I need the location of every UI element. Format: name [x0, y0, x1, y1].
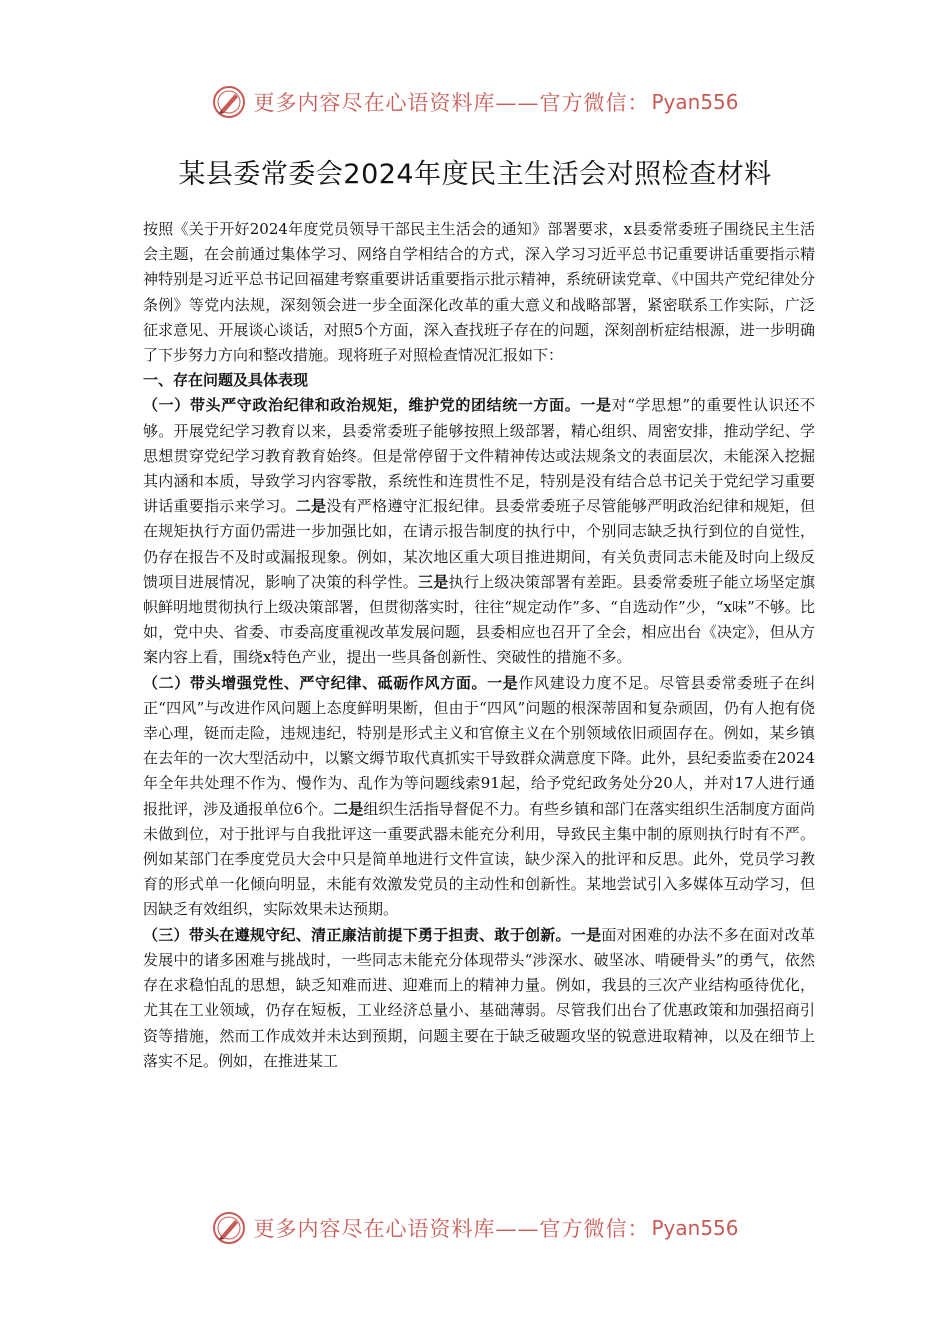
sub2-paragraph — [143, 671, 815, 923]
section1-heading: 一、存在问题及具体表现 — [143, 371, 309, 390]
sub2-heading: （二）带头增强党性、严守纪律、砥砺作风方面。 — [143, 673, 488, 692]
sub3-paragraph — [143, 923, 815, 1074]
banner-text: 更多内容尽在心语资料库——官方微信： — [253, 91, 650, 115]
pen-circle-logo-icon — [211, 84, 247, 120]
banner-wechat-id: Pyan556 — [651, 1216, 739, 1240]
header-banner — [0, 82, 950, 122]
sub1-text2: 没有严格遵守汇报纪律。县委常委班子尽管能够严明政治纪律和规矩，但在规矩执行方面仍需进一步加强比如，在请示报告制度的执行中，个别同志缺乏执行到位的自觉性，仍存在报告不及时或漏报现象。例如，某次地区重大项目推进期间，有关负责同志未能及时向上级反馈项目进展情况，影响了决策的科学性。 — [143, 497, 815, 591]
sub3-lead1: 一是 — [570, 925, 602, 944]
banner-wechat-id: Pyan556 — [651, 90, 739, 114]
sub1-lead3: 三是 — [418, 572, 449, 591]
sub2-lead2: 二是 — [333, 799, 364, 818]
pen-circle-logo-icon — [211, 1210, 247, 1246]
sub3-text1: 面对困难的办法不多在面对改革发展中的诸多困难与挑战时，一些同志未能充分体现带头“涉深水、破坚冰、啃硬骨头”的勇气，依然存在求稳怕乱的思想，缺乏知难而进、迎难而上的精神力量。例如，我县的三次产业结构亟待优化，尤其在工业领域，仍存在短板，工业经济总量小、基础薄弱。尽管我们出台了优惠政策和加强招商引资等措施，然而工作成效并未达到预期，问题主要在于缺乏破题攻坚的锐意进取精神，以及在细节上落实不足。例如，在推进某工 — [143, 925, 815, 1070]
sub3-heading: （三）带头在遵规守纪、清正廉洁前提下勇于担责、敢于创新。 — [143, 925, 571, 944]
sub1-heading: （一）带头严守政治纪律和政治规矩，维护党的团结统一方面。 — [143, 396, 581, 415]
document-body — [143, 217, 815, 1074]
footer-banner — [0, 1208, 950, 1248]
intro-paragraph: 按照《关于开好2024年度党员领导干部民主生活会的通知》部署要求，x县委常委班子围绕民主生活会主题，在会前通过集体学习、网络自学相结合的方式，深入学习习近平总书记重要讲话重要指示精神特别是习近平总书记回福建考察重要讲话重要指示批示精神，系统研读党章、《中国共产党纪律处分条例》等党内法规，深刻领会进一步全面深化改革的重大意义和战略部署，紧密联系工作实际，广泛征求意见、开展谈心谈话，对照5个方面，深入查找班子存在的问题，深刻剖析症结根源，进一步明确了下步努力方向和整改措施。现将班子对照检查情况汇报如下： — [143, 220, 815, 365]
section-heading — [143, 368, 815, 393]
sub2-lead1: 一是 — [487, 673, 519, 692]
sub1-lead2: 二是 — [295, 497, 327, 516]
sub1-text1: 对“学思想”的重要性认识还不够。开展党纪学习教育以来，县委常委班子能够按照上级部署，精心组织、周密安排，推动学纪、学思想贯穿党纪学习教育教育始终。但是常停留于文件精神传达或法规条文的表面层次，未能深入挖掘其内涵和本质，导致学习内容零散，系统性和连贯性不足，特别是没有结合总书记关于党纪学习重要讲话重要指示来学习。 — [143, 396, 815, 516]
sub1-lead1: 一是 — [580, 396, 612, 415]
sub2-text2: 组织生活指导督促不力。有些乡镇和部门在落实组织生活制度方面尚未做到位，对于批评与自我批评这一重要武器未能充分利用，导致民主集中制的原则执行时有不严。例如某部门在季度党员大会中只是简单地进行文件宣读，缺少深入的批评和反思。此外，党员学习教育的形式单一化倾向明显，未能有效激发党员的主动性和创新性。某地尝试引入多媒体互动学习，但因缺乏有效组织，实际效果未达预期。 — [143, 799, 815, 919]
banner-text: 更多内容尽在心语资料库——官方微信： — [253, 1217, 650, 1241]
sub2-text1: 作风建设力度不足。尽管县委常委班子在纠正“四风”与改进作风问题上态度鲜明果断，但由于“四风”问题的根深蒂固和复杂顽固，仍有人抱有侥幸心理，铤而走险，违规违纪，特别是形式主义和官僚主义在个别领域依旧顽固存在。例如，某乡镇在去年的一次大型活动中，以繁文缛节取代真抓实干导致群众满意度下降。此外，县纪委监委在2024年全年共处理不作为、慢作为、乱作为等问题线索91起，给予党纪政务处分20人，并对17人进行通报批评，涉及通报单位6个。 — [143, 673, 815, 818]
sub1-text3: 执行上级决策部署有差距。县委常委班子能立场坚定旗帜鲜明地贯彻执行上级决策部署，但贯彻落实时，往往“规定动作”多、“自选动作”少，“x味”不够。比如，党中央、省委、市委高度重视改革发展问题，县委相应也召开了全会，相应出台《决定》，但从方案内容上看，围绕x特色产业，提出一些具备创新性、突破性的措施不多。 — [143, 572, 815, 667]
sub1-paragraph — [143, 393, 815, 670]
document-title: 某县委常委会2024年度民主生活会对照检查材料 — [178, 159, 772, 190]
